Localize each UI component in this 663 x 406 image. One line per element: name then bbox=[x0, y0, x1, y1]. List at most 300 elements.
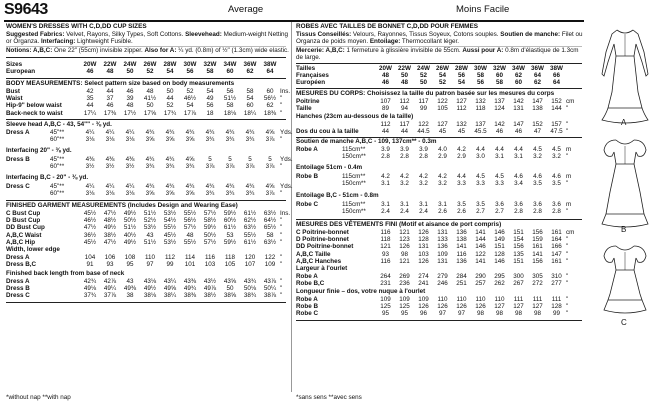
value-cell: 3.6 bbox=[533, 201, 542, 208]
value-cell: 2.9 bbox=[457, 153, 466, 161]
value-cell: 4.4 bbox=[514, 146, 523, 153]
unit-cell: " bbox=[566, 105, 569, 113]
unit-cell: " bbox=[566, 303, 569, 311]
value-cell: 56½ bbox=[183, 217, 197, 225]
value-cell: 4¼ bbox=[125, 129, 135, 136]
table-row bbox=[6, 61, 294, 68]
value-cell: 267 bbox=[513, 280, 524, 288]
value-cell: 57½ bbox=[183, 224, 197, 232]
value-cell: 42¾ bbox=[83, 278, 97, 285]
value-cell: 99 bbox=[419, 105, 427, 113]
value-cell: 156 bbox=[532, 229, 543, 236]
value-cell: 38W bbox=[263, 61, 277, 68]
value-cell: 3.6 bbox=[514, 201, 523, 208]
value-cell: 141 bbox=[456, 243, 467, 251]
value-cell: 3.3 bbox=[476, 180, 485, 188]
row-label: Dress A bbox=[6, 129, 30, 136]
value-cell: 56 bbox=[476, 79, 484, 87]
row-sublabel: 150cm** bbox=[342, 153, 366, 161]
fr-finished-title: MESURES DES VÊTEMENTS FINI (Motif et aisance de port compris) bbox=[296, 221, 502, 228]
value-cell: 3.5 bbox=[457, 201, 466, 208]
notions-lead: Notions: A,B,C: bbox=[6, 47, 53, 54]
value-cell: 64 bbox=[266, 68, 274, 76]
value-cell: 126 bbox=[475, 303, 486, 311]
value-cell: 123 bbox=[399, 236, 410, 244]
value-cell: 3.1 bbox=[419, 201, 428, 208]
value-cell: 98 bbox=[514, 310, 522, 318]
row-sublabel: 60"** bbox=[50, 190, 65, 198]
row-label: Hip-9" below waist bbox=[6, 102, 62, 110]
value-cell: 22W bbox=[103, 61, 117, 68]
value-cell: 53½ bbox=[163, 210, 177, 217]
value-cell: 4.2 bbox=[419, 173, 428, 180]
value-cell: 3½ bbox=[105, 163, 115, 171]
value-cell: 3⅛ bbox=[125, 190, 135, 198]
value-cell: 4¼ bbox=[85, 183, 95, 190]
value-cell: 141 bbox=[475, 229, 486, 236]
unit-cell: " bbox=[566, 236, 569, 244]
value-cell: 166 bbox=[551, 243, 562, 251]
value-cell: 97 bbox=[457, 310, 465, 318]
value-cell: 4¾ bbox=[245, 129, 255, 136]
value-cell: 3.2 bbox=[438, 180, 447, 188]
value-cell: 38⅝ bbox=[223, 292, 237, 300]
value-cell: 132 bbox=[456, 121, 467, 128]
fr-longueur-table bbox=[296, 296, 580, 318]
row-label: Européen bbox=[296, 79, 326, 87]
table-row bbox=[6, 156, 294, 163]
value-cell: 36W bbox=[531, 65, 544, 72]
fr-longueur-label: Longueur finie – dos, votre nuque à l'ourlet bbox=[296, 288, 426, 295]
value-cell: 137 bbox=[494, 98, 505, 105]
fr-hips-table bbox=[296, 121, 580, 135]
value-cell: 32W bbox=[493, 65, 506, 72]
value-cell: 279 bbox=[437, 273, 448, 280]
value-cell: 17⅝ bbox=[143, 109, 157, 117]
value-cell: 118 bbox=[224, 254, 236, 261]
value-cell: 58 bbox=[226, 102, 234, 110]
fr-fabrics-line-2 bbox=[296, 38, 459, 45]
unit-cell: Yds. bbox=[280, 156, 293, 163]
value-cell: 52 bbox=[419, 72, 427, 80]
value-cell: 4¾ bbox=[245, 183, 255, 190]
unit-cell: Yds. bbox=[280, 183, 293, 190]
value-cell: 257 bbox=[475, 280, 486, 288]
value-cell: 52 bbox=[166, 102, 174, 110]
value-cell: 49¼ bbox=[103, 285, 117, 293]
divider bbox=[296, 320, 582, 321]
row-label: Robe A bbox=[296, 273, 318, 280]
value-cell: 3⅛ bbox=[85, 136, 95, 144]
row-label: Dress A bbox=[6, 254, 30, 261]
value-cell: 109 bbox=[380, 296, 391, 303]
value-cell: 126 bbox=[418, 229, 429, 236]
value-cell: 98 bbox=[400, 250, 408, 258]
value-cell: 32W bbox=[203, 61, 217, 68]
table-row bbox=[296, 65, 580, 72]
value-cell: 103 bbox=[204, 261, 216, 269]
value-cell: 111 bbox=[513, 296, 524, 303]
notions-text: One 22" (55cm) invisible zipper. bbox=[52, 47, 145, 54]
value-cell: 3.1 bbox=[514, 153, 523, 161]
unit-cell: " bbox=[566, 310, 569, 318]
row-label: C Poitrine-bonnet bbox=[296, 229, 349, 236]
value-cell: 4¼ bbox=[125, 183, 135, 190]
value-cell: 269 bbox=[399, 273, 410, 280]
value-cell: 136 bbox=[437, 243, 448, 251]
table-row bbox=[296, 105, 580, 112]
value-cell: 58 bbox=[206, 68, 214, 76]
value-cell: 103 bbox=[418, 250, 429, 258]
value-cell: 164 bbox=[551, 236, 562, 244]
value-cell: 3¾ bbox=[165, 163, 175, 171]
value-cell: 262 bbox=[494, 280, 505, 288]
table-row bbox=[6, 102, 294, 109]
value-cell: 51½ bbox=[223, 95, 237, 103]
value-cell: 58 bbox=[246, 88, 254, 95]
value-cell: 141 bbox=[475, 257, 486, 265]
table-row bbox=[6, 232, 294, 239]
unit-cell: " bbox=[280, 224, 283, 232]
table-row bbox=[296, 296, 580, 303]
fr-hips-label: Hanches (23cm au-dessous de la taille) bbox=[296, 113, 414, 120]
value-cell: 117 bbox=[418, 98, 429, 105]
notions-text-2: ¼ yd. (0.8m) of ½" (1.3cm) wide elastic. bbox=[176, 47, 289, 54]
difficulty-en: Average bbox=[228, 4, 264, 15]
unit-cell: m bbox=[566, 173, 572, 180]
unit-cell: " bbox=[566, 257, 569, 265]
sleevehead-lead: Sleevehead: bbox=[185, 31, 222, 38]
value-cell: 55½ bbox=[163, 224, 177, 232]
value-cell: 24W bbox=[123, 61, 137, 68]
value-cell: 3⅝ bbox=[145, 136, 155, 144]
value-cell: 127 bbox=[437, 121, 448, 128]
value-cell: 112 bbox=[456, 105, 467, 113]
row-sublabel: 45"** bbox=[50, 129, 65, 136]
divider bbox=[6, 78, 286, 79]
value-cell: 46 bbox=[106, 102, 114, 110]
value-cell: 4.6 bbox=[533, 173, 542, 180]
row-label: Bust bbox=[6, 88, 20, 95]
value-cell: 126 bbox=[399, 243, 410, 251]
figure-label-c: C bbox=[621, 318, 627, 327]
value-cell: 60 bbox=[246, 102, 254, 110]
value-cell: 89 bbox=[381, 105, 389, 113]
unit-cell: m bbox=[566, 146, 572, 153]
table-row bbox=[6, 254, 294, 261]
en-body-title: BODY MEASUREMENTS: Select pattern size based on body measurements bbox=[6, 80, 235, 87]
divider bbox=[6, 57, 286, 58]
value-cell: 4.2 bbox=[438, 173, 447, 180]
value-cell: 3¾ bbox=[225, 190, 235, 198]
value-cell: 116 bbox=[380, 257, 391, 265]
fr-mercerie-line bbox=[296, 47, 578, 54]
value-cell: 46 bbox=[495, 128, 503, 136]
unit-cell: " bbox=[280, 231, 283, 239]
row-sublabel: 115cm** bbox=[342, 146, 366, 153]
value-cell: 3.6 bbox=[495, 201, 504, 208]
value-cell: 236 bbox=[399, 280, 410, 288]
table-row bbox=[296, 273, 580, 280]
value-cell: 127 bbox=[494, 303, 505, 311]
value-cell: 59½ bbox=[223, 210, 237, 217]
value-cell: 4¾ bbox=[145, 183, 155, 190]
value-cell: 45.5 bbox=[474, 128, 487, 136]
unit-cell: " bbox=[566, 208, 569, 216]
unit-cell bbox=[566, 65, 580, 72]
en-finished-title: FINISHED GARMENT MEASUREMENTS (Includes Design and Wearing Ease) bbox=[6, 202, 238, 209]
value-cell: 43 bbox=[126, 278, 134, 285]
value-cell: 4.4 bbox=[457, 173, 466, 180]
value-cell: 3¾ bbox=[185, 163, 195, 171]
value-cell: 277 bbox=[551, 280, 562, 288]
divider bbox=[6, 119, 286, 120]
value-cell: 147 bbox=[551, 250, 562, 258]
value-cell: 112 bbox=[399, 98, 410, 105]
value-cell: 3.5 bbox=[476, 201, 485, 208]
value-cell: 2.8 bbox=[400, 153, 409, 161]
value-cell: 144 bbox=[475, 236, 486, 244]
fr-entoilage-a: Entoilage 51cm - 0.4m bbox=[296, 164, 363, 171]
value-cell: 62 bbox=[266, 102, 274, 110]
divider bbox=[296, 88, 582, 89]
row-label: Robe B,C bbox=[296, 280, 325, 288]
unit-cell: " bbox=[280, 278, 283, 285]
value-cell: 116 bbox=[456, 250, 467, 258]
value-cell: 142 bbox=[513, 98, 524, 105]
value-cell: 231 bbox=[380, 280, 391, 288]
value-cell: 62 bbox=[246, 68, 254, 76]
row-label: A,B,C Hip bbox=[6, 238, 36, 246]
row-label: Waist bbox=[6, 95, 23, 103]
value-cell: 122 bbox=[264, 254, 276, 261]
fr-largeur-label: Largeur à l'ourlet bbox=[296, 265, 348, 272]
value-cell: 61½ bbox=[243, 238, 257, 246]
row-label bbox=[6, 163, 50, 170]
value-cell: 126 bbox=[437, 303, 448, 311]
value-cell: 127 bbox=[532, 303, 543, 311]
value-cell: 3½ bbox=[85, 163, 95, 171]
table-row bbox=[6, 292, 294, 299]
value-cell: 44.5 bbox=[417, 128, 430, 136]
value-cell: 2.7 bbox=[476, 208, 485, 216]
value-cell: 154 bbox=[513, 236, 524, 244]
soutien-lead: Soutien de manche: bbox=[500, 31, 561, 38]
row-label: Robe A bbox=[296, 296, 318, 303]
value-cell: 54 bbox=[457, 79, 465, 87]
value-cell: 2.4 bbox=[419, 208, 428, 216]
value-cell: 107 bbox=[244, 261, 256, 269]
en-body-table bbox=[6, 88, 294, 117]
value-cell: 4⅝ bbox=[265, 183, 275, 190]
value-cell: 60 bbox=[495, 72, 503, 80]
value-cell: 18⅜ bbox=[263, 109, 277, 117]
value-cell: 18¼ bbox=[243, 109, 257, 117]
value-cell: 48½ bbox=[103, 217, 117, 225]
value-cell: 3.9 bbox=[419, 146, 428, 153]
unit-cell bbox=[566, 72, 580, 79]
value-cell: 290 bbox=[475, 273, 486, 280]
table-row bbox=[6, 190, 294, 197]
value-cell: 50 bbox=[400, 72, 408, 80]
value-cell: 138 bbox=[456, 236, 467, 244]
value-cell: 52½ bbox=[143, 217, 157, 225]
table-row bbox=[296, 236, 580, 243]
table-row bbox=[6, 136, 294, 143]
value-cell: 47½ bbox=[83, 224, 97, 232]
value-cell: 93 bbox=[381, 250, 389, 258]
value-cell: 146 bbox=[494, 229, 505, 236]
value-cell: 136 bbox=[456, 257, 467, 265]
value-cell: 97 bbox=[438, 310, 446, 318]
value-cell: 4¼ bbox=[85, 129, 95, 136]
value-cell: 4.4 bbox=[495, 146, 504, 153]
value-cell: 4¾ bbox=[205, 183, 215, 190]
value-cell: 3¾ bbox=[225, 136, 235, 144]
row-label: A,B,C Hanches bbox=[296, 257, 342, 265]
value-cell: 121 bbox=[399, 229, 410, 236]
table-row bbox=[296, 243, 580, 250]
unit-cell: " bbox=[566, 153, 569, 161]
unit-cell: " bbox=[566, 243, 569, 251]
value-cell: 50 bbox=[166, 88, 174, 95]
table-row bbox=[6, 129, 294, 136]
value-cell: 5 bbox=[268, 156, 272, 163]
value-cell: 4.2 bbox=[381, 173, 390, 180]
value-cell: 44 bbox=[166, 95, 174, 103]
fabrics-text-2: or Organza. bbox=[6, 38, 41, 45]
value-cell: 30W bbox=[183, 61, 197, 68]
value-cell: 110 bbox=[494, 296, 505, 303]
value-cell: 3.4 bbox=[514, 180, 523, 188]
unit-cell: " bbox=[280, 163, 283, 171]
value-cell: 28W bbox=[163, 61, 177, 68]
value-cell: 39 bbox=[126, 95, 134, 103]
value-cell: 36W bbox=[243, 61, 257, 68]
value-cell: 49½ bbox=[103, 224, 117, 232]
value-cell: 272 bbox=[532, 280, 543, 288]
value-cell: 106 bbox=[104, 254, 116, 261]
value-cell: 66 bbox=[552, 72, 560, 80]
value-cell: 132 bbox=[475, 98, 486, 105]
value-cell: 118 bbox=[475, 105, 486, 113]
value-cell: 62 bbox=[514, 72, 522, 80]
mercerie-lead: Mercerie: A,B,C: bbox=[296, 47, 345, 54]
row-label: A,B,C Waist bbox=[6, 231, 42, 239]
value-cell: 149 bbox=[494, 236, 505, 244]
value-cell: 94 bbox=[400, 105, 408, 113]
value-cell: 50¼ bbox=[263, 285, 277, 293]
value-cell: 2.7 bbox=[495, 208, 504, 216]
value-cell: 45½ bbox=[83, 238, 97, 246]
value-cell: 45½ bbox=[83, 210, 97, 217]
value-cell: 63½ bbox=[263, 238, 277, 246]
fabrics-lead: Suggested Fabrics: bbox=[6, 31, 65, 38]
value-cell: 3.9 bbox=[381, 146, 390, 153]
value-cell: 3.5 bbox=[552, 180, 561, 188]
value-cell: 122 bbox=[418, 121, 429, 128]
value-cell: 131 bbox=[513, 105, 524, 113]
divider bbox=[6, 200, 286, 201]
value-cell: 44 bbox=[86, 102, 94, 110]
entoilage-text: Thermocollant léger. bbox=[400, 38, 459, 45]
value-cell: 3⅝ bbox=[145, 190, 155, 198]
value-cell: 4.2 bbox=[457, 146, 466, 153]
value-cell: 131 bbox=[437, 229, 448, 236]
value-cell: 61½ bbox=[223, 224, 237, 232]
row-label: European bbox=[6, 68, 36, 76]
mercerie-also-lead: Aussi pour A: bbox=[462, 47, 504, 54]
value-cell: 38½ bbox=[103, 231, 117, 239]
value-cell: 3.1 bbox=[381, 180, 390, 188]
value-cell: 251 bbox=[456, 280, 467, 288]
column-divider bbox=[291, 22, 292, 392]
fr-sleeve-line: Soutien de manche A,B,C - 109, 137cm** - 0.3m bbox=[296, 138, 437, 145]
value-cell: 138 bbox=[532, 105, 543, 113]
value-cell: 3.9 bbox=[400, 146, 409, 153]
value-cell: 51½ bbox=[123, 224, 137, 232]
value-cell: 58 bbox=[266, 231, 274, 239]
value-cell: 284 bbox=[456, 273, 467, 280]
value-cell: 55½ bbox=[183, 210, 197, 217]
value-cell: 3⅛ bbox=[85, 190, 95, 198]
en-notions-line bbox=[6, 47, 289, 54]
en-footnote: *without nap **with nap bbox=[6, 394, 71, 401]
value-cell: 109 bbox=[437, 250, 448, 258]
divider bbox=[296, 63, 582, 64]
value-cell: 48 bbox=[381, 72, 389, 80]
fr-title: ROBES AVEC TAILLES DE BONNET C,D,DD POUR FEMMES bbox=[296, 23, 479, 30]
value-cell: 108 bbox=[124, 254, 136, 261]
value-cell: 46 bbox=[86, 68, 94, 76]
value-cell: 48 bbox=[126, 102, 134, 110]
fr-robe-b-metrage bbox=[296, 173, 580, 187]
value-cell: 5 bbox=[208, 156, 212, 163]
value-cell: 28W bbox=[455, 65, 468, 72]
value-cell: 126 bbox=[418, 257, 429, 265]
notions-also-lead: Also for A: bbox=[144, 47, 177, 54]
value-cell: 58½ bbox=[203, 217, 217, 225]
value-cell: 3.3 bbox=[495, 180, 504, 188]
value-cell: 50½ bbox=[203, 231, 217, 239]
value-cell: 3½ bbox=[125, 163, 135, 171]
value-cell: 4¾ bbox=[185, 183, 195, 190]
value-cell: 55½ bbox=[243, 231, 257, 239]
value-cell: 99 bbox=[166, 261, 174, 269]
table-row bbox=[296, 146, 580, 153]
en-fabrics-line-2 bbox=[6, 38, 133, 45]
value-cell: 43⅝ bbox=[223, 278, 237, 285]
value-cell: 3⅞ bbox=[265, 190, 275, 198]
value-cell: 241 bbox=[418, 280, 429, 288]
value-cell: 127 bbox=[513, 303, 524, 311]
table-row bbox=[296, 229, 580, 236]
fr-entoilage-bc: Entoilage B,C - 51cm - 0.8m bbox=[296, 192, 379, 199]
row-label: Dos du cou à la taille bbox=[296, 128, 359, 136]
value-cell: 52 bbox=[146, 68, 154, 76]
value-cell: 2.8 bbox=[419, 153, 428, 161]
row-label bbox=[6, 136, 50, 143]
unit-cell: " bbox=[280, 285, 283, 293]
value-cell: 131 bbox=[418, 243, 429, 251]
value-cell: 147 bbox=[532, 98, 543, 105]
value-cell: 49⅜ bbox=[123, 285, 137, 293]
value-cell: 4¾ bbox=[225, 129, 235, 136]
value-cell: 98 bbox=[533, 310, 541, 318]
value-cell: 17¼ bbox=[83, 109, 97, 117]
row-sublabel: 45"** bbox=[50, 183, 65, 190]
value-cell: 52 bbox=[186, 88, 194, 95]
